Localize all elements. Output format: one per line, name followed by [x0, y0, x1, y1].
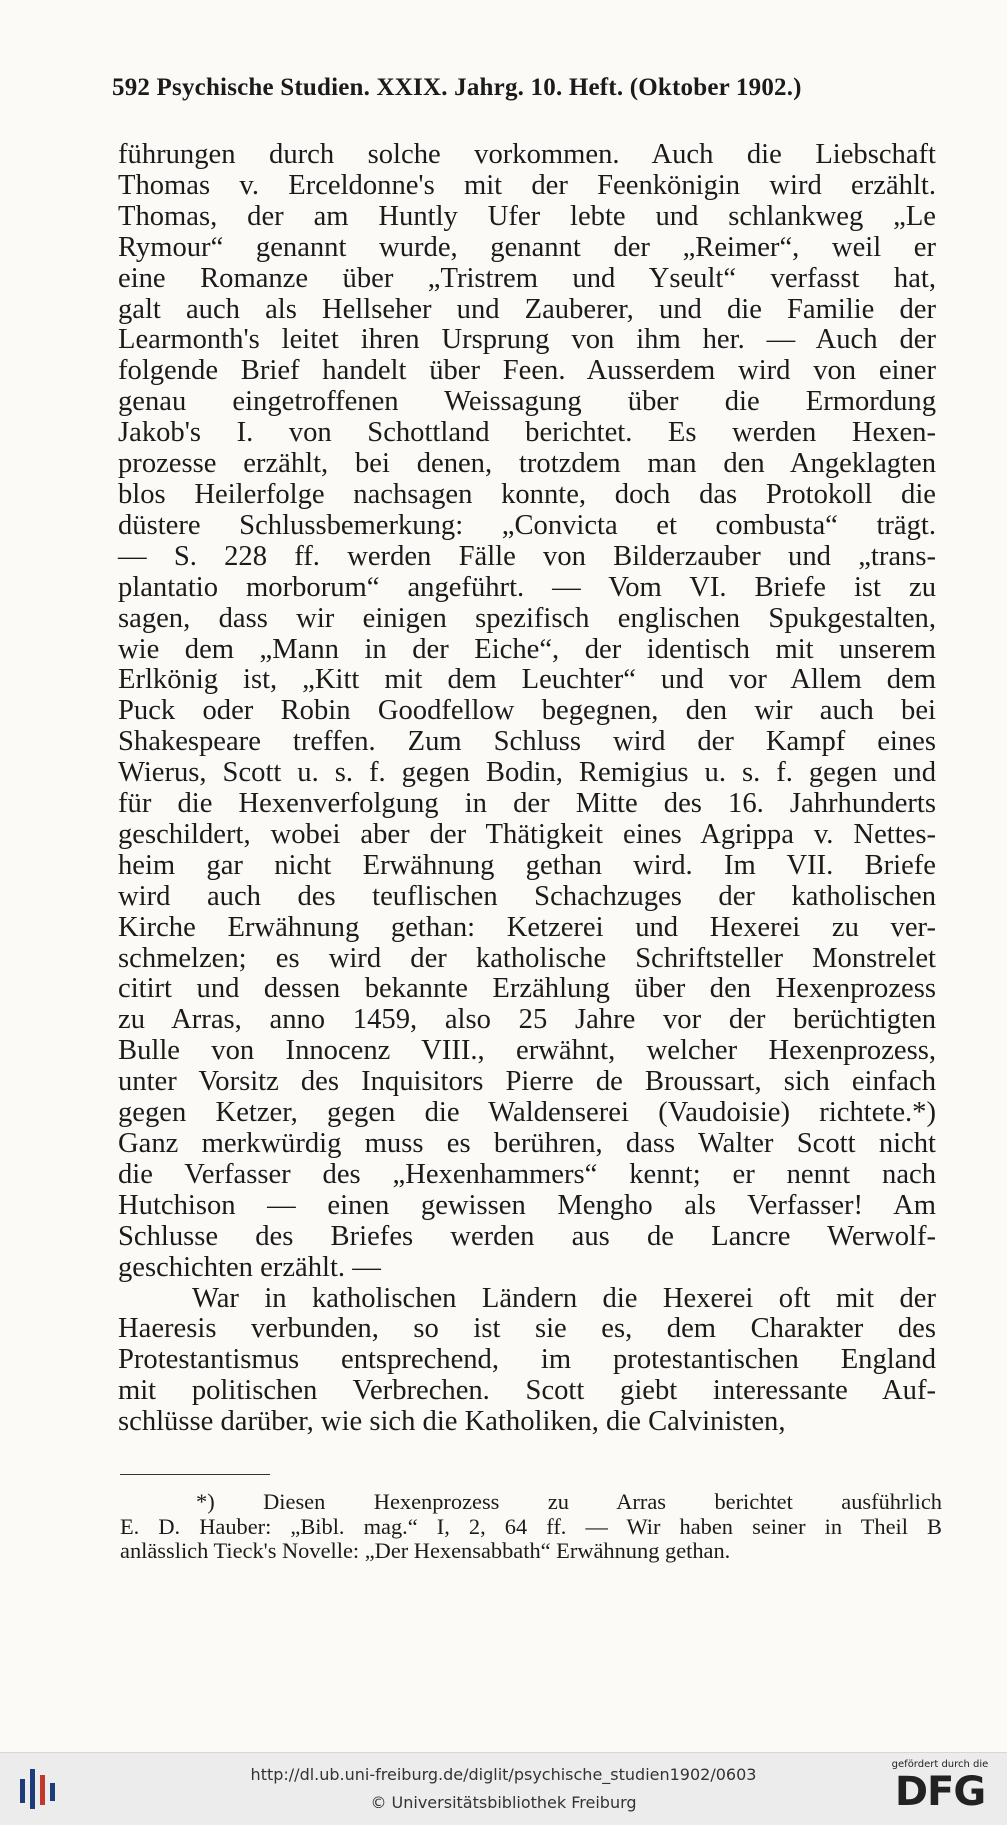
- text-line: Jakob's I. von Schottland berichtet. Es werden Hexen-: [118, 417, 936, 449]
- text-line: die Verfasser des „Hexenhammers“ kennt; er nennt nach: [118, 1158, 936, 1190]
- text-line: Schlusse des Briefes werden aus de Lancre Werwolf-: [118, 1220, 936, 1252]
- text-line: citirt und dessen bekannte Erzählung über den Hexenprozess: [118, 973, 936, 1005]
- running-header: 592 Psychische Studien. XXIX. Jahrg. 10. Heft. (Oktober 1902.): [112, 74, 802, 101]
- text-line: führungen durch solche vorkommen. Auch die Liebschaft: [118, 139, 936, 170]
- source-url-link[interactable]: http://dl.ub.uni-freiburg.de/diglit/psychische_studien1902/0603: [250, 1765, 757, 1784]
- text-line: Thomas, der am Huntly Ufer lebte und schlankweg „Le: [118, 200, 936, 232]
- text-line: Rymour“ genannt wurde, genannt der „Reimer“, weil er: [118, 231, 936, 263]
- text-line: mit politischen Verbrechen. Scott giebt interessante Auf-: [118, 1375, 936, 1407]
- text-line: wie dem „Mann in der Eiche“, der identisch mit unserem: [118, 633, 936, 665]
- dfg-caption: gefördert durch die: [891, 1759, 989, 1770]
- text-line: geschildert, wobei aber der Thätigkeit eines Agrippa v. Nettes-: [118, 818, 936, 850]
- text-line: War in katholischen Ländern die Hexerei oft mit der: [192, 1282, 936, 1314]
- footnote-line: E. D. Hauber: „Bibl. mag.“ I, 2, 64 ff. — Wir haben seiner in Theil B: [120, 1513, 942, 1539]
- footnote-line: *) Diesen Hexenprozess zu Arras berichtet ausführlich: [196, 1489, 942, 1514]
- text-line: Shakespeare treffen. Zum Schluss wird der Kampf eines: [118, 726, 936, 758]
- main-text: [118, 140, 936, 1438]
- text-line: geschichten erzählt. —: [118, 1251, 381, 1283]
- text-line: Thomas v. Erceldonne's mit der Feenkönigin wird erzählt.: [118, 169, 936, 201]
- footnote-divider: [120, 1474, 270, 1475]
- text-line: unter Vorsitz des Inquisitors Pierre de Broussart, sich einfach: [118, 1066, 936, 1098]
- text-line: sagen, dass wir einigen spezifisch englischen Spukgestalten,: [118, 602, 936, 634]
- text-line: schlüsse darüber, wie sich die Katholiken, die Calvinisten,: [118, 1406, 786, 1438]
- text-line: galt auch als Hellseher und Zauberer, und die Familie der: [118, 293, 936, 325]
- text-line: Wierus, Scott u. s. f. gegen Bodin, Remigius u. s. f. gegen und: [118, 757, 936, 789]
- footnote-line: anlässlich Tieck's Novelle: „Der Hexensabbath“ Erwähnung gethan.: [120, 1538, 731, 1563]
- dfg-wordmark: DFG: [894, 1769, 986, 1815]
- text-line: wird auch des teuflischen Schachzuges der katholischen: [118, 880, 936, 912]
- text-line: folgende Brief handelt über Feen. Ausserdem wird von einer: [118, 355, 936, 387]
- text-line: zu Arras, anno 1459, also 25 Jahre vor der berüchtigten: [118, 1004, 936, 1036]
- text-line: düstere Schlussbemerkung: „Convicta et combusta“ trägt.: [118, 509, 936, 541]
- text-line: Haeresis verbunden, so ist sie es, dem Charakter des: [118, 1313, 936, 1345]
- text-line: — S. 228 ff. werden Fälle von Bilderzauber und „trans-: [118, 540, 936, 572]
- text-line: Erlkönig ist, „Kitt mit dem Leuchter“ und vor Allem dem: [118, 664, 936, 696]
- text-line: prozesse erzählt, bei denen, trotzdem man den Angeklagten: [118, 448, 936, 480]
- text-line: genau eingetroffenen Weissagung über die Ermordung: [118, 386, 936, 418]
- text-line: Kirche Erwähnung gethan: Ketzerei und Hexerei zu ver-: [118, 911, 936, 943]
- text-line: schmelzen; es wird der katholische Schriftsteller Monstrelet: [118, 942, 936, 974]
- text-line: Puck oder Robin Goodfellow begegnen, den wir auch bei: [118, 695, 936, 727]
- text-line: Ganz merkwürdig muss es berühren, dass Walter Scott nicht: [118, 1128, 936, 1159]
- text-line: Hutchison — einen gewissen Mengho als Verfasser! Am: [118, 1189, 936, 1221]
- dfg-logo: [885, 1759, 995, 1821]
- text-line: für die Hexenverfolgung in der Mitte des 16. Jahrhunderts: [118, 788, 936, 820]
- viewer-footer: [0, 1752, 1007, 1825]
- text-line: blos Heilerfolge nachsagen konnte, doch das Protokoll die: [118, 478, 936, 510]
- footnote: [120, 1490, 942, 1564]
- text-line: gegen Ketzer, gegen die Waldenserei (Vaudoisie) richtete.*): [118, 1097, 936, 1129]
- text-line: Learmonth's leitet ihren Ursprung von ihm her. — Auch der: [118, 324, 936, 356]
- text-line: Bulle von Innocenz VIII., erwähnt, welcher Hexenprozess,: [118, 1035, 936, 1067]
- text-line: plantatio morborum“ angeführt. — Vom VI. Briefe ist zu: [118, 571, 936, 603]
- copyright-text: © Universitätsbibliothek Freiburg: [370, 1793, 637, 1812]
- text-line: Protestantismus entsprechend, im protestantischen England: [118, 1344, 936, 1376]
- text-line: heim gar nicht Erwähnung gethan wird. Im VII. Briefe: [118, 849, 936, 881]
- text-line: eine Romanze über „Tristrem und Yseult“ verfasst hat,: [118, 262, 936, 294]
